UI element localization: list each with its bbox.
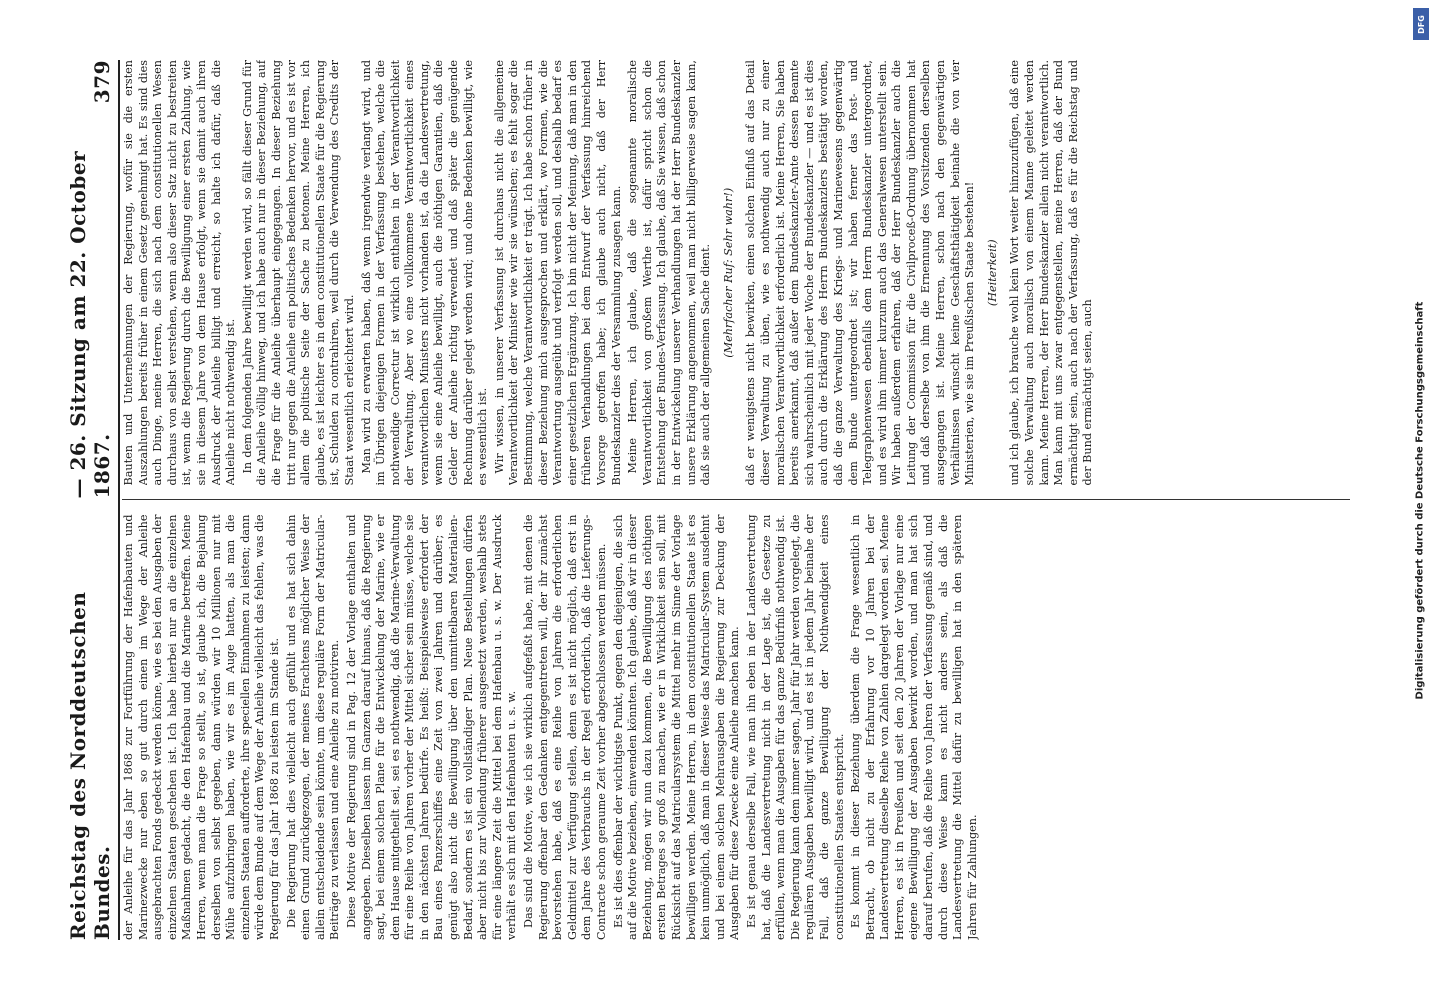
left-paragraph: Es kommt in dieser Beziehung überdem die Frage wesentlich in Betracht, ob nicht zu der Erfahrung vor 10 Jahren bei der Landesvertretung dieselbe Reihe von Zahlen dargelegt worden sei. Meine Herren, es ist in Preußen und seit den 20 Jahren der Vorlage nur eine eigene Bewilligung der Ausgaben bewirkt worden, und man hat sich darauf berufen, daß die Reihe von Jahren der Verfassung gemäß sind, und durch diese Weise kann es nicht anders sein, als daß die Landesvertretung die Mittel dafür zu bewilligen hat in den späteren Jahren für Zahlungen. (849, 514, 979, 940)
right-paragraph: Bauten und Unternehmungen der Regierung, wofür sie die ersten Auszahlungen bereits früher in einem Gesetz genehmigt hat. Es sind dies auch Dinge, meine Herren, die sich nach dem constitutionellen Wesen durchaus von selbst verstehen, wenn also dieser Satz nicht zu bestreiten ist, wenn die Regierung durch die Bewilligung einer ersten Zahlung, wie sie in diesem Jahre von dem Hause erfolgt, wenn sie damit auch ihren Ausdruck der Anleihe billigt und erreicht, so halte ich dafür, daß die Anleihe nicht nothwendig ist. (122, 60, 238, 486)
left-paragraph: Die Regierung hat dies vielleicht auch gefühlt und es hat sich dahin einen Grund zurückgezogen, der meines Erachtens möglicher Weise der allein entscheidende sein könnte, um diese reguläre Form der Matricular-Beiträge zu verlassen und eine Anleihe zu motiviren. (284, 514, 342, 940)
page-header (66, 60, 120, 940)
left-paragraph: Diese Motive der Regierung sind in Pag. 12 der Vorlage enthalten und angegeben. Dieselben lassen im Ganzen darauf hinaus, daß die Regierung sagt, bei einem solchen Plane für die Entwickelung der Marine, wie er dem Hause mitgetheilt sei, sei es nothwendig, daß die Marine-Verwaltung für eine Reihe von Jahren vorher der Mittel sicher sein müsse, welche sie in den nächsten Jahren bedürfe. Es heißt: Beispielsweise erfordert der Bau eines Panzerschiffes eine Zeit von zwei Jahren und darüber; es genügt also nicht die Bewilligung über den unmittelbaren Materialien-Bedarf, sondern es ist ein vollständiger Plan. Neue Bestellungen dürfen aber nicht bis zur Vollendung früherer ausgesetzt werden, weshalb stets für eine längere Zeit die Mittel bei dem Hafenbau u. s. w. Der Ausdruck verhält es sich mit den Hafenbauten u. s. w. (344, 514, 519, 940)
interjection: (Heiterkeit) (985, 239, 999, 307)
left-paragraph: Das sind die Motive, wie ich sie wirklich aufgefaßt habe, mit denen die Regierung offenbar den Gedanken entgegentreten will, der ihr zunächst bevorstehen habe, daß es eine Reihe von Jahren die erforderlichen Geldmittel zur Verfügung stellen, denn es ist nicht möglich, daß erst in dem Jahre des Verbrauchs in der Regel erforderlich, daß die Lieferungs-Contracte schon geraume Zeit vorher abgeschlossen werden müssen. (522, 514, 608, 940)
left-paragraph: Es ist genau derselbe Fall, wie man ihn eben in der Landesvertretung hat, daß die Landesvertretung nicht in der Lage ist, die Gesetze zu erfüllen, wenn man die Ausgaben für das ganze Bedürfniß nothwendig ist. Die Regierung kann dem immer sagen, Jahr für Jahr werden vorgelegt, die regulären Ausgaben bewilligt wird, und es ist in jedem Jahr beinahe der Fall, daß die ganze Bewilligung der Nothwendigkeit eines constitutionellen Staates entspricht. (744, 514, 846, 940)
interjection: (Mehrfacher Ruf: Sehr wahr!) (721, 187, 735, 358)
dfg-label: DFG (1416, 14, 1426, 34)
right-paragraph: und ich glaube, ich brauche wohl kein Wort weiter hinzuzufügen, daß eine solche Verwaltung auch moralisch von einem Manne geleitet werden kann. Meine Herren, der Herr Bundeskanzler allein nicht verantwortlich. Man kann mit uns zwar entgegenstellen, meine Herren, daß der Bund ermächtigt sein, auch nach der Verfassung, daß es für die Reichstag und der Bund ermächtigt seien, auch (1008, 60, 1095, 486)
right-paragraph: Wir wissen, in unserer Verfassung ist durchaus nicht die allgemeine Verantwortlichkeit der Minister wie wir sie wünschen; es fehlt sogar die Bestimmung, welche Verantwortlichkeit er trägt. Ich habe schon früher in dieser Beziehung mich ausgesprochen und erklärt, wo Formen, wie die Verantwortung ausgeübt und verfolgt werden soll, und deshalb bedarf es einer gesetzlichen Ergänzung. Ich bin nicht der Meinung, daß man in den früheren Verhandlungen bei dem Entwurf der Verfassung hinreichend Vorsorge getroffen habe; ich glaube auch nicht, daß der Herr Bundeskanzler dies der Versammlung zusagen kann. (492, 60, 623, 486)
left-column (122, 515, 1350, 941)
left-paragraph: der Anleihe für das Jahr 1868 zur Fortführung der Hafenbauten und Marinezwecke nur eben so gut durch einen im Wege der Anleihe ausgebrachten Fonds gedeckt werden könne, wie es bei den Ausgaben der einzelnen Staaten geschehen ist. Ich habe hierbei nur an die einzelnen Maßnahmen gedacht, die den Hafenbau und die Marine betreffen. Meine Herren, wenn man die Frage so stellt, so ist, glaube ich, die Bejahung derselben von selbst gegeben, dann würden wir 10 Millionen nur mit Mühe aufzubringen haben, wie wir es im Auge hatten, als man die einzelnen Staaten aufforderte, ihre speciellen Einnahmen zu leisten; dann würde dem Bunde auf dem Wege der Anleihe vielleicht das fehlen, was die Regierung für das Jahr 1868 zu leisten im Stande ist. (122, 514, 281, 940)
rotated-document-page (66, 30, 1366, 970)
right-paragraph: In dem folgenden Jahre bewilligt werden wird, so fällt dieser Grund für die Anleihe völlig hinweg, und ich habe auch nur in dieser Beziehung, auf die Frage für die Anleihe überhaupt eingegangen. In dieser Beziehung tritt nur gegen die Anleihe ein politisches Bedenken hervor, und es ist vor allem die politische Seite der Sache zu betonen. Meine Herren, ich glaube, es ist leichter es in dem constitutionellen Staate für die Regierung ist, Schulden zu contrahiren, weil durch die Verwendung des Credits der Staat wesentlich erleichtert wird. (240, 60, 356, 486)
header-session: — 26. Sitzung am 22. October 1867. (66, 150, 114, 499)
digitization-note (1412, 0, 1428, 1000)
right-paragraph: daß er wenigstens nicht bewirken, einen solchen Einfluß auf das Detail dieser Verwaltung zu üben, wie es nothwendig auch nur zu einer moralischen Verantwortlichkeit erforderlich ist. Meine Herren, Sie haben bereits anerkannt, daß außer dem Bundeskanzler-Amte dessen Beamte sich wahrscheinlich mit jeder Woche der Bundeskanzler — und es ist dies auch durch die Erklärung des Herrn Bundeskanzlers bestätigt worden, daß die ganze Verwaltung des Kriegs- und Marinewesens gegenwärtig dem Bunde untergeordnet ist; wir haben ferner das Post- und Telegraphenwesen ebenfalls dem Herrn Bundeskanzler untergeordnet, und es wird ihm immer kurzum auch das Generalwesen unterstellt sein. Wir haben außerdem erfahren, daß der Herr Bundeskanzler auch die Leitung der Commission für die Civilproceß-Ordnung übernommen hat und daß derselbe von ihm die Ernennung des Vorsitzenden derselben ausgegangen ist. Meine Herren, schon nach den gegenwärtigen Verhältnissen wünscht keine Geschäftsthätigkeit beinahe die von vier Ministerien, wie sie im Preußischen Staate bestehen! (744, 60, 977, 486)
right-paragraph: Man wird zu erwarten haben, daß wenn irgendwie verlangt wird, und im Übrigen diejenigen Formen in der Verfassung bestehen, welche die nothwendige Correctur ist wirklich enthalten in der Verantwortlichkeit der Verwaltung. Aber wo eine vollkommene Verantwortlichkeit eines verantwortlichen Ministers nicht vorhanden ist, da die Landesvertretung, wenn sie eine Anleihe bewilligt, auch die nöthigen Garantien, daß die Gelder der Anleihe richtig verwendet und daß später die genügende Rechnung darüber gelegt werden wird; und ohne Bedenken bewilligt, wie es wesentlich ist. (359, 60, 490, 486)
right-paragraph: Meine Herren, ich glaube, daß die sogenannte moralische Verantwortlichkeit von großem Werthe ist, dafür spricht schon die Entstehung der Bundes-Verfassung. Ich glaube, daß Sie wissen, daß schon in der Entwickelung unserer Verhandlungen hat der Herr Bundeskanzler unsere Erklärung angenommen, weil man nicht billigerweise sagen kann, daß sie auch der allgemeinen Sache dient. (626, 60, 713, 486)
column-divider (122, 500, 1350, 501)
text-columns (122, 60, 1350, 940)
digitization-note-text: Digitalisierung gefördert durch die Deutsche Forschungsgemeinschaft (1414, 301, 1426, 699)
header-title: Reichstag des Norddeutschen Bundes. (66, 591, 114, 940)
right-column (122, 60, 1350, 486)
left-paragraph: Es ist dies offenbar der wichtigste Punkt, gegen den diejenigen, die sich auf die Motive beziehen, einwenden könnten. Ich glaube, daß wir in dieser Beziehung, mögen wir nun dazu kommen, die Bewilligung des nöthigen ersten Betrages so groß zu machen, wie er in Wirklichkeit sein soll, mit Rücksicht auf das Matricularsystem die Mittel mehr im Sinne der Vorlage bewilligen werden. Meine Herren, in dem constitutionellen Staate ist es kein unmöglich, daß man in dieser Weise das Matricular-System ausdehnt und bei einem solchen Mehrausgaben die Regierung zur Deckung der Ausgaben für diese Zwecke eine Anleihe machen kann. (611, 514, 742, 940)
page-number: 379 (90, 60, 114, 104)
